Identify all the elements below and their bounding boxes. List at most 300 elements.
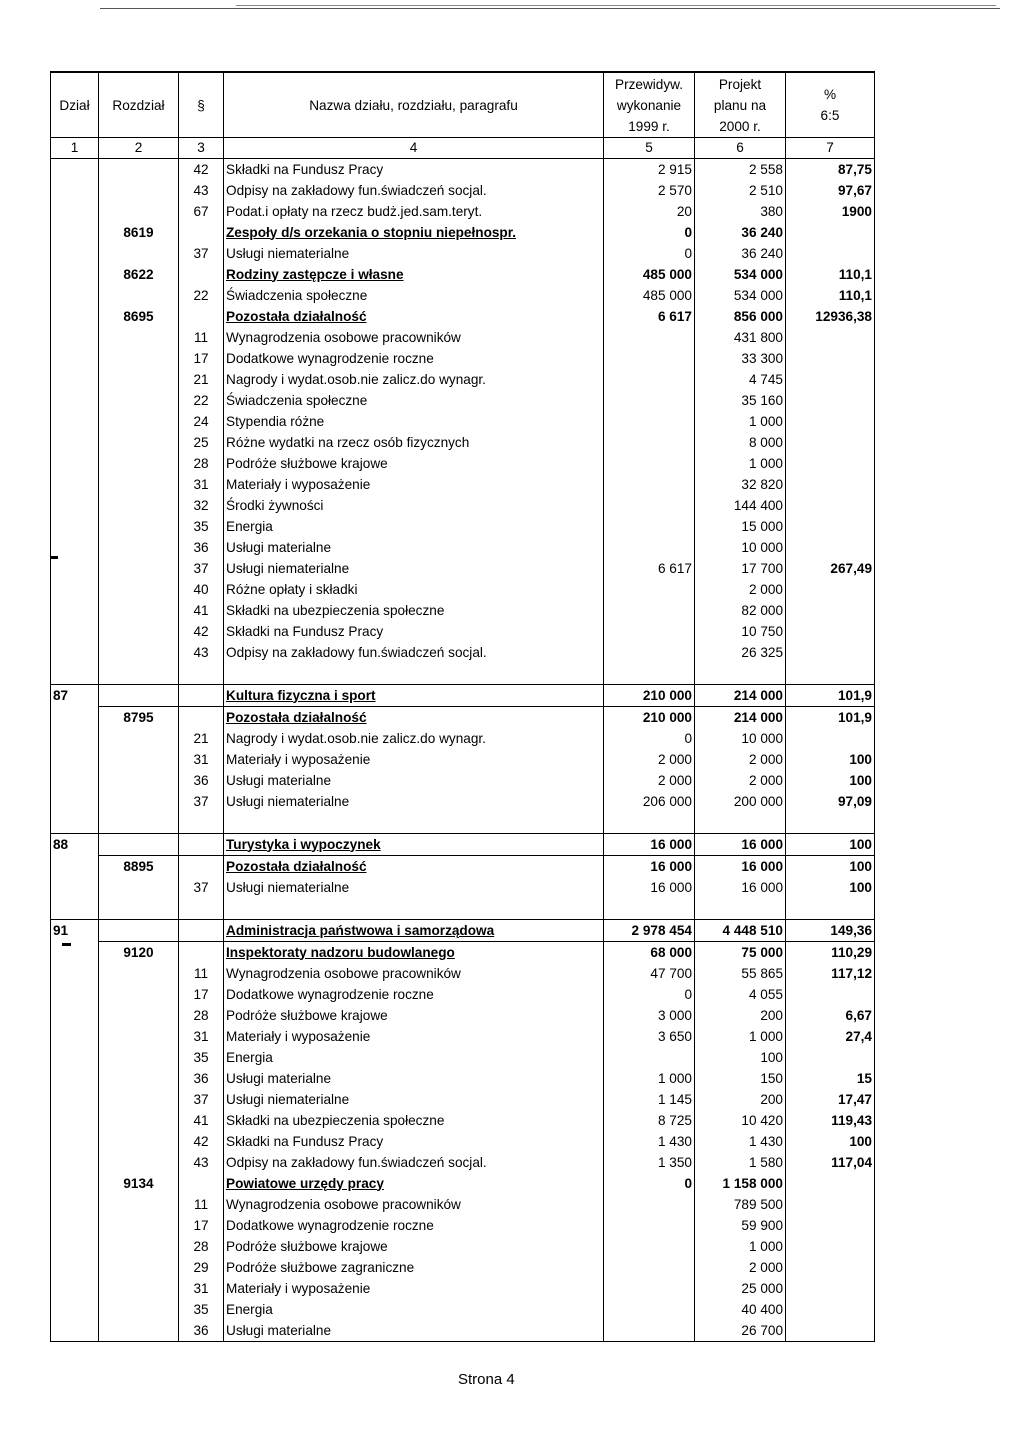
paragraf-row xyxy=(51,327,875,348)
rozdzial-cell xyxy=(99,180,179,201)
projekt-cell: 380 xyxy=(695,201,786,222)
paragraf-cell: 43 xyxy=(179,642,224,663)
paragraf-cell: 42 xyxy=(179,159,224,181)
percent-cell xyxy=(786,1278,875,1299)
przewidywane-cell: 68 000 xyxy=(604,942,695,964)
dzial-cell xyxy=(51,159,99,181)
paragraf-cell xyxy=(179,222,224,243)
name-cell: Usługi niematerialne xyxy=(224,243,604,264)
dzial-cell xyxy=(51,1110,99,1131)
projekt-cell: 10 000 xyxy=(695,728,786,749)
projekt-cell: 856 000 xyxy=(695,306,786,327)
percent-cell: 149,36 xyxy=(786,920,875,942)
dzial-cell xyxy=(51,600,99,621)
name-cell: Wynagrodzenia osobowe pracowników xyxy=(224,327,604,348)
przewidywane-cell: 1 430 xyxy=(604,1131,695,1152)
przewidywane-cell xyxy=(604,1047,695,1068)
dzial-cell xyxy=(51,327,99,348)
paragraf-cell: 37 xyxy=(179,558,224,579)
projekt-cell: 1 000 xyxy=(695,411,786,432)
projekt-cell: 17 700 xyxy=(695,558,786,579)
dzial-cell xyxy=(51,516,99,537)
projekt-cell: 789 500 xyxy=(695,1194,786,1215)
column-number: 4 xyxy=(224,138,604,159)
paragraf-cell: 36 xyxy=(179,1068,224,1089)
projekt-cell: 16 000 xyxy=(695,856,786,878)
paragraf-cell: 42 xyxy=(179,1131,224,1152)
dzial-cell xyxy=(51,201,99,222)
rozdzial-cell xyxy=(99,749,179,770)
rozdzial-cell xyxy=(99,1110,179,1131)
name-cell: Energia xyxy=(224,516,604,537)
projekt-cell: 40 400 xyxy=(695,1299,786,1320)
paragraf-row xyxy=(51,1278,875,1299)
paragraf-row xyxy=(51,1236,875,1257)
empty-cell xyxy=(224,898,604,920)
przewidywane-cell xyxy=(604,579,695,600)
przewidywane-cell: 1 145 xyxy=(604,1089,695,1110)
percent-cell: 100 xyxy=(786,749,875,770)
przewidywane-cell xyxy=(604,495,695,516)
empty-cell xyxy=(51,663,99,685)
paragraf-cell: 25 xyxy=(179,432,224,453)
rozdzial-cell xyxy=(99,621,179,642)
przewidywane-cell xyxy=(604,1236,695,1257)
przewidywane-cell xyxy=(604,432,695,453)
dzial-cell xyxy=(51,1173,99,1194)
dzial-cell xyxy=(51,707,99,729)
paragraf-cell: 28 xyxy=(179,453,224,474)
paragraf-cell: 17 xyxy=(179,1215,224,1236)
name-cell: Podat.i opłaty na rzecz budż.jed.sam.teryt. xyxy=(224,201,604,222)
paragraf-row xyxy=(51,495,875,516)
paragraf-cell: 36 xyxy=(179,537,224,558)
przewidywane-cell: 2 570 xyxy=(604,180,695,201)
name-cell: Wynagrodzenia osobowe pracowników xyxy=(224,963,604,984)
przewidywane-cell: 6 617 xyxy=(604,306,695,327)
name-cell: Składki na Fundusz Pracy xyxy=(224,621,604,642)
rozdzial-cell xyxy=(99,1299,179,1320)
percent-cell: 110,1 xyxy=(786,285,875,306)
paragraf-row xyxy=(51,285,875,306)
name-cell: Usługi niematerialne xyxy=(224,877,604,898)
name-cell: Materiały i wyposażenie xyxy=(224,1278,604,1299)
percent-cell: 97,67 xyxy=(786,180,875,201)
dzial-cell xyxy=(51,942,99,964)
dzial-cell xyxy=(51,1068,99,1089)
name-cell: Energia xyxy=(224,1047,604,1068)
przewidywane-cell: 16 000 xyxy=(604,877,695,898)
rozdzial-cell xyxy=(99,537,179,558)
projekt-cell: 32 820 xyxy=(695,474,786,495)
projekt-cell: 75 000 xyxy=(695,942,786,964)
name-cell: Materiały i wyposażenie xyxy=(224,749,604,770)
dzial-cell xyxy=(51,390,99,411)
projekt-cell: 431 800 xyxy=(695,327,786,348)
dzial-cell: 87 xyxy=(51,685,99,707)
column-number-row xyxy=(51,138,875,159)
rozdzial-cell xyxy=(99,495,179,516)
paragraf-cell: 43 xyxy=(179,180,224,201)
empty-cell xyxy=(51,812,99,834)
dzial-cell xyxy=(51,1047,99,1068)
projekt-cell: 36 240 xyxy=(695,243,786,264)
table-body xyxy=(51,159,875,1342)
dzial-cell xyxy=(51,1089,99,1110)
projekt-cell: 1 000 xyxy=(695,1026,786,1047)
projekt-cell: 1 158 000 xyxy=(695,1173,786,1194)
paragraf-cell: 24 xyxy=(179,411,224,432)
projekt-cell: 82 000 xyxy=(695,600,786,621)
paragraf-row xyxy=(51,411,875,432)
projekt-cell: 1 000 xyxy=(695,1236,786,1257)
przewidywane-cell: 1 000 xyxy=(604,1068,695,1089)
paragraf-cell xyxy=(179,685,224,707)
paragraf-cell: 36 xyxy=(179,770,224,791)
rozdzial-cell xyxy=(99,728,179,749)
header-paragraf: § xyxy=(179,72,224,138)
dzial-row xyxy=(51,685,875,707)
projekt-cell: 200 000 xyxy=(695,791,786,812)
name-cell: Składki na Fundusz Pracy xyxy=(224,1131,604,1152)
percent-cell: 267,49 xyxy=(786,558,875,579)
dzial-cell xyxy=(51,243,99,264)
dzial-cell xyxy=(51,1257,99,1278)
projekt-cell: 214 000 xyxy=(695,685,786,707)
paragraf-row xyxy=(51,621,875,642)
paragraf-cell xyxy=(179,942,224,964)
rozdzial-cell xyxy=(99,1278,179,1299)
empty-cell xyxy=(695,898,786,920)
percent-cell: 119,43 xyxy=(786,1110,875,1131)
paragraf-row xyxy=(51,984,875,1005)
empty-cell xyxy=(179,812,224,834)
empty-cell xyxy=(786,663,875,685)
name-cell: Środki żywności xyxy=(224,495,604,516)
percent-cell: 100 xyxy=(786,856,875,878)
percent-cell: 100 xyxy=(786,877,875,898)
paragraf-cell: 35 xyxy=(179,1047,224,1068)
name-cell: Usługi niematerialne xyxy=(224,558,604,579)
percent-cell xyxy=(786,600,875,621)
dzial-cell xyxy=(51,1278,99,1299)
paragraf-cell: 11 xyxy=(179,327,224,348)
paragraf-cell: 35 xyxy=(179,1299,224,1320)
rozdzial-cell xyxy=(99,1068,179,1089)
empty-cell xyxy=(224,812,604,834)
dzial-cell xyxy=(51,1299,99,1320)
dzial-cell xyxy=(51,1236,99,1257)
dzial-cell xyxy=(51,1131,99,1152)
paragraf-cell: 40 xyxy=(179,579,224,600)
projekt-cell: 26 325 xyxy=(695,642,786,663)
dzial-row xyxy=(51,834,875,856)
rozdzial-row xyxy=(51,856,875,878)
percent-cell xyxy=(786,728,875,749)
dzial-cell xyxy=(51,1194,99,1215)
rozdzial-cell xyxy=(99,1257,179,1278)
name-cell: Energia xyxy=(224,1299,604,1320)
name-cell: Zespoły d/s orzekania o stopniu niepełnospr. xyxy=(224,222,604,243)
percent-cell: 27,4 xyxy=(786,1026,875,1047)
name-cell: Pozostała działalność xyxy=(224,707,604,729)
przewidywane-cell xyxy=(604,1278,695,1299)
przewidywane-cell xyxy=(604,1257,695,1278)
projekt-cell: 16 000 xyxy=(695,834,786,856)
name-cell: Powiatowe urzędy pracy xyxy=(224,1173,604,1194)
spacer-row xyxy=(51,898,875,920)
przewidywane-cell xyxy=(604,453,695,474)
empty-cell xyxy=(695,663,786,685)
rozdzial-cell xyxy=(99,877,179,898)
percent-cell: 97,09 xyxy=(786,791,875,812)
przewidywane-cell: 2 915 xyxy=(604,159,695,181)
projekt-cell: 200 xyxy=(695,1005,786,1026)
name-cell: Nagrody i wydat.osob.nie zalicz.do wynagr. xyxy=(224,369,604,390)
percent-cell xyxy=(786,453,875,474)
empty-cell xyxy=(786,812,875,834)
dzial-cell xyxy=(51,749,99,770)
paragraf-row xyxy=(51,369,875,390)
paragraf-cell: 31 xyxy=(179,474,224,495)
paragraf-row xyxy=(51,749,875,770)
rozdzial-cell xyxy=(99,390,179,411)
paragraf-row xyxy=(51,1089,875,1110)
name-cell: Dodatkowe wynagrodzenie roczne xyxy=(224,984,604,1005)
empty-cell xyxy=(604,663,695,685)
percent-cell xyxy=(786,327,875,348)
percent-cell xyxy=(786,1173,875,1194)
projekt-cell: 534 000 xyxy=(695,264,786,285)
przewidywane-cell xyxy=(604,1320,695,1342)
paragraf-cell: 11 xyxy=(179,963,224,984)
paragraf-row xyxy=(51,1068,875,1089)
przewidywane-cell: 0 xyxy=(604,222,695,243)
percent-cell: 110,1 xyxy=(786,264,875,285)
name-cell: Podróże służbowe krajowe xyxy=(224,1236,604,1257)
paragraf-row xyxy=(51,642,875,663)
rozdzial-cell xyxy=(99,1089,179,1110)
dzial-row xyxy=(51,920,875,942)
przewidywane-cell: 210 000 xyxy=(604,685,695,707)
rozdzial-cell xyxy=(99,201,179,222)
paragraf-cell: 37 xyxy=(179,1089,224,1110)
rozdzial-row xyxy=(51,264,875,285)
przewidywane-cell xyxy=(604,1194,695,1215)
przewidywane-cell: 2 978 454 xyxy=(604,920,695,942)
paragraf-cell: 22 xyxy=(179,285,224,306)
name-cell: Składki na ubezpieczenia społeczne xyxy=(224,1110,604,1131)
name-cell: Podróże służbowe zagraniczne xyxy=(224,1257,604,1278)
przewidywane-cell: 16 000 xyxy=(604,856,695,878)
paragraf-cell: 28 xyxy=(179,1005,224,1026)
paragraf-cell: 35 xyxy=(179,516,224,537)
percent-cell: 100 xyxy=(786,1131,875,1152)
percent-cell xyxy=(786,1320,875,1342)
paragraf-row xyxy=(51,963,875,984)
column-number: 5 xyxy=(604,138,695,159)
dzial-cell xyxy=(51,579,99,600)
percent-cell: 12936,38 xyxy=(786,306,875,327)
projekt-cell: 10 750 xyxy=(695,621,786,642)
przewidywane-cell: 47 700 xyxy=(604,963,695,984)
empty-cell xyxy=(224,663,604,685)
projekt-cell: 16 000 xyxy=(695,877,786,898)
projekt-cell: 1 580 xyxy=(695,1152,786,1173)
header-przewidywane-wykonanie: Przewidyw. wykonanie 1999 r. xyxy=(604,72,695,138)
name-cell: Podróże służbowe krajowe xyxy=(224,453,604,474)
paragraf-row xyxy=(51,516,875,537)
name-cell: Odpisy na zakładowy fun.świadczeń socjal. xyxy=(224,642,604,663)
empty-cell xyxy=(99,663,179,685)
paragraf-cell: 31 xyxy=(179,1026,224,1047)
paragraf-row xyxy=(51,348,875,369)
paragraf-cell xyxy=(179,856,224,878)
percent-cell xyxy=(786,537,875,558)
dzial-cell xyxy=(51,369,99,390)
rozdzial-cell xyxy=(99,579,179,600)
percent-cell xyxy=(786,390,875,411)
projekt-cell: 2 000 xyxy=(695,749,786,770)
paragraf-cell: 37 xyxy=(179,791,224,812)
name-cell: Pozostała działalność xyxy=(224,856,604,878)
paragraf-cell: 36 xyxy=(179,1320,224,1342)
projekt-cell: 534 000 xyxy=(695,285,786,306)
percent-cell xyxy=(786,1236,875,1257)
projekt-cell: 8 000 xyxy=(695,432,786,453)
przewidywane-cell: 210 000 xyxy=(604,707,695,729)
paragraf-row xyxy=(51,1026,875,1047)
name-cell: Materiały i wyposażenie xyxy=(224,1026,604,1047)
projekt-cell: 15 000 xyxy=(695,516,786,537)
dzial-cell xyxy=(51,963,99,984)
percent-cell xyxy=(786,516,875,537)
name-cell: Usługi niematerialne xyxy=(224,791,604,812)
projekt-cell: 55 865 xyxy=(695,963,786,984)
name-cell: Podróże służbowe krajowe xyxy=(224,1005,604,1026)
table-header xyxy=(51,72,875,159)
paragraf-cell: 31 xyxy=(179,1278,224,1299)
rozdzial-cell: 8695 xyxy=(99,306,179,327)
name-cell: Administracja państwowa i samorządowa xyxy=(224,920,604,942)
rozdzial-cell xyxy=(99,834,179,856)
projekt-cell: 36 240 xyxy=(695,222,786,243)
rozdzial-cell xyxy=(99,1215,179,1236)
percent-cell: 110,29 xyxy=(786,942,875,964)
paragraf-row xyxy=(51,1320,875,1342)
paragraf-cell: 29 xyxy=(179,1257,224,1278)
paragraf-cell: 17 xyxy=(179,348,224,369)
projekt-cell: 4 448 510 xyxy=(695,920,786,942)
rozdzial-cell xyxy=(99,516,179,537)
przewidywane-cell xyxy=(604,327,695,348)
scan-artifact-mark xyxy=(62,943,71,946)
projekt-cell: 150 xyxy=(695,1068,786,1089)
projekt-cell: 35 160 xyxy=(695,390,786,411)
rozdzial-cell: 9134 xyxy=(99,1173,179,1194)
dzial-cell xyxy=(51,984,99,1005)
projekt-cell: 1 000 xyxy=(695,453,786,474)
rozdzial-cell xyxy=(99,1320,179,1342)
rozdzial-cell xyxy=(99,159,179,181)
projekt-cell: 4 745 xyxy=(695,369,786,390)
paragraf-row xyxy=(51,1047,875,1068)
percent-cell: 117,12 xyxy=(786,963,875,984)
empty-cell xyxy=(604,898,695,920)
percent-cell xyxy=(786,1215,875,1236)
dzial-cell: 88 xyxy=(51,834,99,856)
percent-cell xyxy=(786,222,875,243)
rozdzial-cell xyxy=(99,1236,179,1257)
paragraf-cell xyxy=(179,707,224,729)
paragraf-cell: 67 xyxy=(179,201,224,222)
przewidywane-cell xyxy=(604,621,695,642)
paragraf-cell: 37 xyxy=(179,243,224,264)
rozdzial-cell xyxy=(99,243,179,264)
rozdzial-row xyxy=(51,222,875,243)
rozdzial-cell: 9120 xyxy=(99,942,179,964)
projekt-cell: 10 420 xyxy=(695,1110,786,1131)
projekt-cell: 200 xyxy=(695,1089,786,1110)
percent-cell xyxy=(786,348,875,369)
rozdzial-cell xyxy=(99,369,179,390)
dzial-cell xyxy=(51,856,99,878)
paragraf-row xyxy=(51,390,875,411)
paragraf-cell: 17 xyxy=(179,984,224,1005)
paragraf-row xyxy=(51,1215,875,1236)
name-cell: Różne wydatki na rzecz osób fizycznych xyxy=(224,432,604,453)
dzial-cell xyxy=(51,1320,99,1342)
rozdzial-cell xyxy=(99,963,179,984)
przewidywane-cell xyxy=(604,348,695,369)
paragraf-row xyxy=(51,1194,875,1215)
przewidywane-cell: 3 000 xyxy=(604,1005,695,1026)
rozdzial-row xyxy=(51,942,875,964)
dzial-cell xyxy=(51,728,99,749)
paragraf-row xyxy=(51,537,875,558)
dzial-cell xyxy=(51,222,99,243)
przewidywane-cell: 16 000 xyxy=(604,834,695,856)
dzial-cell: 91 xyxy=(51,920,99,942)
przewidywane-cell xyxy=(604,1299,695,1320)
rozdzial-cell xyxy=(99,1152,179,1173)
scan-edge-line xyxy=(236,5,996,6)
paragraf-row xyxy=(51,180,875,201)
paragraf-row xyxy=(51,1131,875,1152)
paragraf-row xyxy=(51,432,875,453)
projekt-cell: 100 xyxy=(695,1047,786,1068)
dzial-cell xyxy=(51,495,99,516)
percent-cell xyxy=(786,1194,875,1215)
empty-cell xyxy=(99,898,179,920)
header-rozdzial: Rozdział xyxy=(99,72,179,138)
rozdzial-row xyxy=(51,1173,875,1194)
name-cell: Usługi materialne xyxy=(224,770,604,791)
projekt-cell: 2 000 xyxy=(695,579,786,600)
przewidywane-cell: 6 617 xyxy=(604,558,695,579)
name-cell: Różne opłaty i składki xyxy=(224,579,604,600)
header-projekt-planu: Projekt planu na 2000 r. xyxy=(695,72,786,138)
dzial-cell xyxy=(51,642,99,663)
dzial-cell xyxy=(51,474,99,495)
projekt-cell: 2 558 xyxy=(695,159,786,181)
rozdzial-row xyxy=(51,306,875,327)
rozdzial-cell xyxy=(99,474,179,495)
percent-cell: 100 xyxy=(786,770,875,791)
rozdzial-cell xyxy=(99,558,179,579)
empty-cell xyxy=(179,663,224,685)
przewidywane-cell: 2 000 xyxy=(604,770,695,791)
